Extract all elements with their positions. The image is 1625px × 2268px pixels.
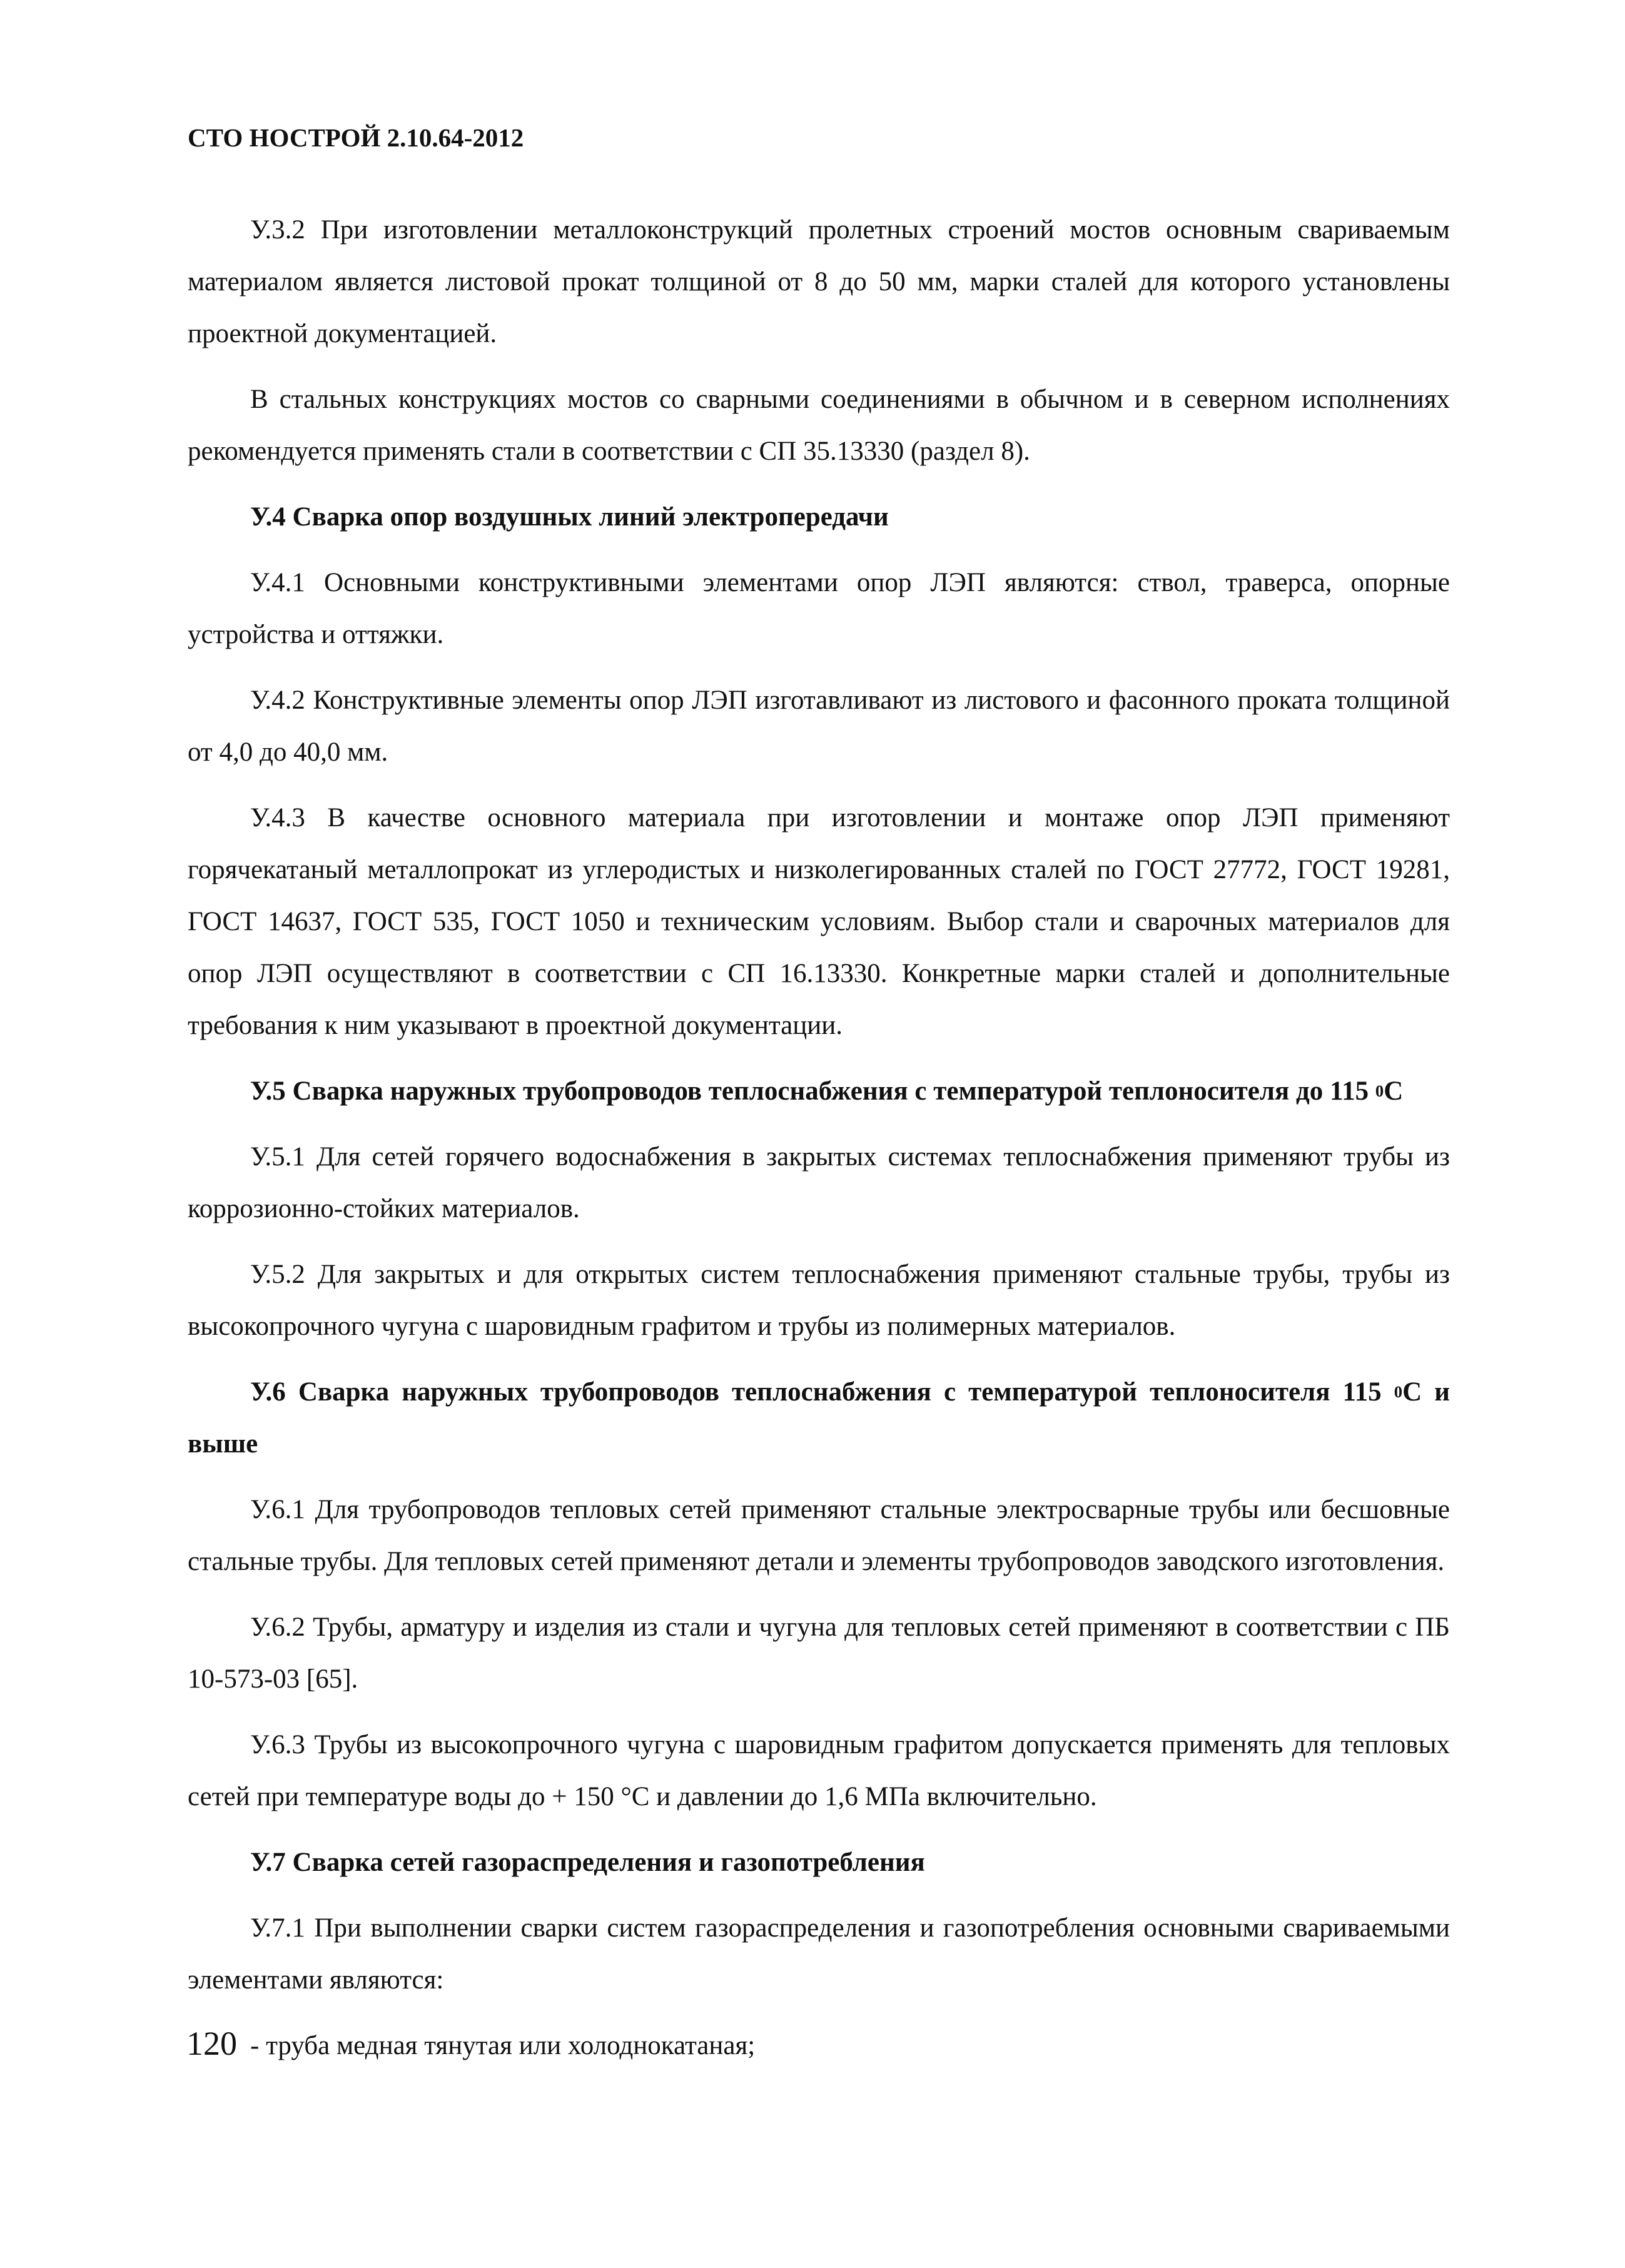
paragraph-u-4-2: У.4.2 Конструктивные элементы опор ЛЭП изготавливают из листового и фасонного проката толщиной от 4,0 до 40,0 мм.	[188, 686, 1450, 767]
paragraph-u-6-1: У.6.1 Для трубопроводов тепловых сетей применяют стальные электросварные трубы или бесшовные стальные трубы. Для тепловых сетей применяют детали и элементы трубопроводов заводского изготовления.	[188, 1495, 1450, 1576]
paragraph-u-3-2: У.3.2 При изготовлении металлоконструкций пролетных строений мостов основным свариваемым материалом является листовой прокат толщиной от 8 до 50 мм, марки сталей для которого установлены проектной документацией.	[188, 215, 1450, 348]
document-body	[188, 204, 1450, 2072]
paragraph-u-4-3: У.4.3 В качестве основного материала при изготовлении и монтаже опор ЛЭП применяют горячекатаный металлопрокат из углеродистых и низколегированных сталей по ГОСТ 27772, ГОСТ 19281, ГОСТ 14637, ГОСТ 535, ГОСТ 1050 и техническим условиям. Выбор стали и сварочных материалов для опор ЛЭП осуществляют в соответствии с СП 16.13330. Конкретные марки сталей и дополнительные требования к ним указывают в проектной документации.	[188, 803, 1450, 1040]
degree-superscript: 0	[1394, 1382, 1403, 1401]
page-number: 120	[186, 2025, 237, 2062]
paragraph-u-7-1: У.7.1 При выполнении сварки систем газораспределения и газопотребления основными свариваемыми элементами являются:	[188, 1913, 1450, 1995]
degree-superscript: 0	[1375, 1081, 1384, 1100]
section-heading-u-4: У.4 Сварка опор воздушных линий электропередачи	[250, 502, 889, 532]
paragraph-u-5-2: У.5.2 Для закрытых и для открытых систем теплоснабжения применяют стальные трубы, трубы из высокопрочного чугуна с шаровидным графитом и трубы из полимерных материалов.	[188, 1260, 1450, 1341]
document-header: СТО НОСТРОЙ 2.10.64-2012	[188, 123, 524, 152]
paragraph-u-6-2: У.6.2 Трубы, арматуру и изделия из стали и чугуна для тепловых сетей применяют в соответствии с ПБ 10-573-03 [65].	[188, 1612, 1450, 1694]
paragraph-u-6-3: У.6.3 Трубы из высокопрочного чугуна с шаровидным графитом допускается применять для тепловых сетей при температуре воды до + 150 °С и давлении до 1,6 МПа включительно.	[188, 1730, 1450, 1811]
section-heading-u-5	[188, 1065, 1450, 1117]
section-heading-u-7: У.7 Сварка сетей газораспределения и газопотребления	[250, 1848, 925, 1877]
section-heading-u-6-unit: С и выше	[188, 1377, 1450, 1459]
paragraph-u-5-1: У.5.1 Для сетей горячего водоснабжения в закрытых системах теплоснабжения применяют трубы из коррозионно-стойких материалов.	[188, 1142, 1450, 1223]
section-heading-u-5-text: У.5 Сварка наружных трубопроводов теплоснабжения с температурой теплоносителя до 115	[250, 1076, 1375, 1106]
list-item: - труба медная тянутая или холоднокатаная;	[250, 2031, 756, 2060]
paragraph-u-3-2-continued: В стальных конструкциях мостов со сварными соединениями в обычном и в северном исполнениях рекомендуется применять стали в соответствии с СП 35.13330 (раздел 8).	[188, 385, 1450, 466]
section-heading-u-6-text: У.6 Сварка наружных трубопроводов теплоснабжения с температурой теплоносителя 115	[250, 1377, 1394, 1407]
section-heading-u-5-unit: С	[1384, 1076, 1404, 1106]
section-heading-u-6	[188, 1366, 1450, 1470]
paragraph-u-4-1: У.4.1 Основными конструктивными элементами опор ЛЭП являются: ствол, траверса, опорные устройства и оттяжки.	[188, 568, 1450, 649]
